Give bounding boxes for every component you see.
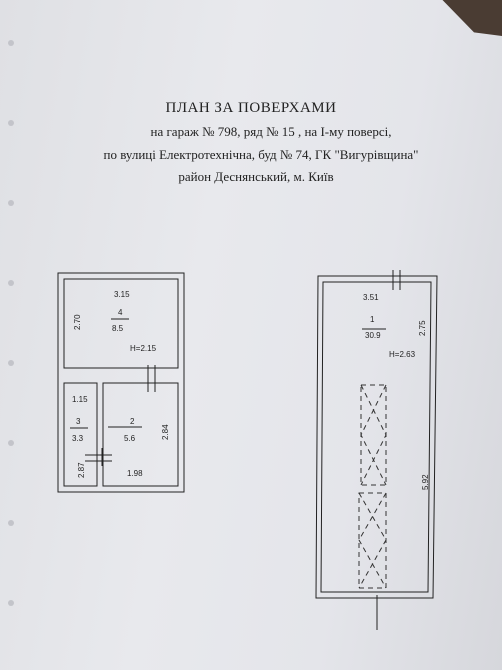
room2-side: 2.84: [161, 424, 170, 440]
left-bottom-width: 1.98: [127, 469, 143, 478]
left-floor-plan: [58, 273, 184, 492]
room3-area: 3.3: [72, 434, 84, 443]
left-small-width: 1.15: [72, 395, 88, 404]
right-top-width: 3.51: [363, 293, 379, 302]
room1-area: 30.9: [365, 331, 381, 340]
right-height: H=2.63: [389, 350, 416, 359]
room1-number: 1: [370, 315, 375, 324]
room4-area: 8.5: [112, 324, 124, 333]
page-title: ПЛАН ЗА ПОВЕРХАМИ: [165, 100, 337, 116]
right-side-long: 5.92: [421, 474, 430, 490]
subtitle-district: район Деснянський, м. Київ: [178, 169, 334, 184]
room3-side: 2.87: [77, 462, 86, 478]
right-side-top: 2.75: [418, 320, 427, 336]
subtitle-garage: на гараж № 798, ряд № 15 , на І-му поверсі,: [150, 124, 392, 139]
room3-number: 3: [76, 417, 81, 426]
subtitle-street: по вулиці Електротехнічна, буд № 74, ГК "Вигурівщина": [103, 147, 419, 162]
left-top-width: 3.15: [114, 290, 130, 299]
inspection-pit: [359, 385, 386, 588]
room4-number: 4: [118, 308, 123, 317]
room4-side: 2.70: [73, 314, 82, 330]
left-height: H=2.15: [130, 344, 157, 353]
room2-number: 2: [130, 417, 135, 426]
room2-area: 5.6: [124, 434, 136, 443]
